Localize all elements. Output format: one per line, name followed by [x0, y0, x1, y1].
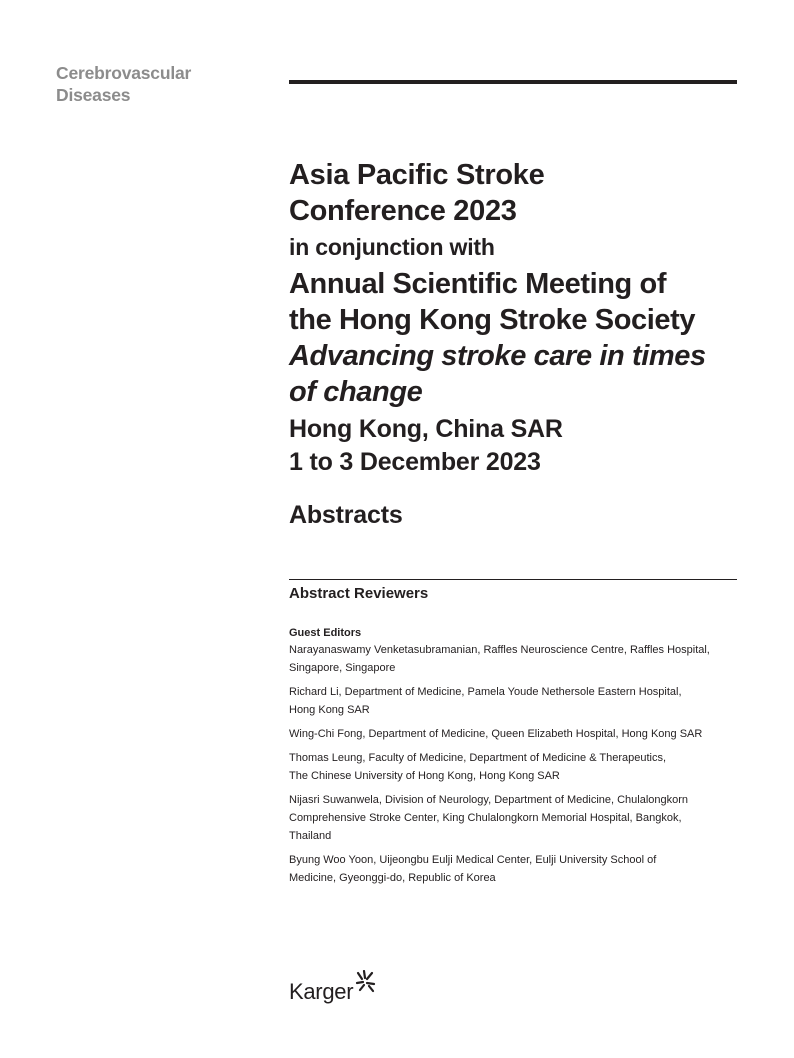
- reviewer-entry: [289, 851, 737, 887]
- location: Hong Kong, China SAR: [289, 415, 563, 443]
- journal-name-line1: Cerebrovascular: [56, 63, 192, 83]
- reviewer-line: Thailand: [289, 830, 332, 842]
- reviewer-entry: [289, 725, 737, 743]
- theme-line2: of change: [289, 376, 423, 408]
- reviewer-line: Narayanaswamy Venketasubramanian, Raffles Neuroscience Centre, Raffles Hospital,: [289, 644, 710, 656]
- reviewer-line: Nijasri Suwanwela, Division of Neurology, Department of Medicine, Chulalongkorn: [289, 794, 689, 806]
- reviewer-line: Thomas Leung, Faculty of Medicine, Department of Medicine & Therapeutics,: [289, 752, 667, 764]
- meeting-title-line2: the Hong Kong Stroke Society: [289, 304, 696, 336]
- section-heading: Abstracts: [289, 501, 403, 529]
- journal-name-line2: Diseases: [56, 85, 131, 105]
- conference-title-line2: Conference 2023: [289, 195, 517, 227]
- conjunction-text: in conjunction with: [289, 234, 495, 260]
- meeting-title-line1: Annual Scientific Meeting of: [289, 268, 667, 300]
- reviewer-line: Richard Li, Department of Medicine, Pamela Youde Nethersole Eastern Hospital,: [289, 686, 682, 698]
- karger-logo: [289, 966, 376, 1006]
- reviewers-title: Abstract Reviewers: [289, 585, 429, 602]
- journal-name: [56, 62, 191, 106]
- conference-title-line1: Asia Pacific Stroke: [289, 159, 545, 191]
- reviewer-entry: [289, 749, 737, 785]
- theme-line1: Advancing stroke care in times: [289, 340, 706, 372]
- reviewer-entry: [289, 683, 737, 719]
- section-divider: [289, 579, 737, 580]
- reviewer-line: Hong Kong SAR: [289, 704, 370, 716]
- karger-mark-icon: [354, 970, 376, 996]
- reviewer-line: Wing-Chi Fong, Department of Medicine, Queen Elizabeth Hospital, Hong Kong SAR: [289, 728, 703, 740]
- top-divider: [289, 80, 737, 84]
- reviewer-line: Medicine, Gyeonggi-do, Republic of Korea: [289, 872, 496, 884]
- reviewer-line: Comprehensive Stroke Center, King Chulalongkorn Memorial Hospital, Bangkok,: [289, 812, 682, 824]
- publisher-name: Karger: [289, 979, 354, 1004]
- reviewer-line: Byung Woo Yoon, Uijeongbu Eulji Medical Center, Eulji University School of: [289, 854, 657, 866]
- dates: 1 to 3 December 2023: [289, 448, 541, 476]
- title-block: [289, 157, 737, 531]
- reviewer-line: The Chinese University of Hong Kong, Hong Kong SAR: [289, 770, 560, 782]
- reviewer-line: Singapore, Singapore: [289, 662, 396, 674]
- reviewers-block: [289, 584, 737, 893]
- reviewer-entry: [289, 641, 737, 677]
- guest-editors-label: Guest Editors: [289, 627, 362, 639]
- reviewer-entry: [289, 791, 737, 845]
